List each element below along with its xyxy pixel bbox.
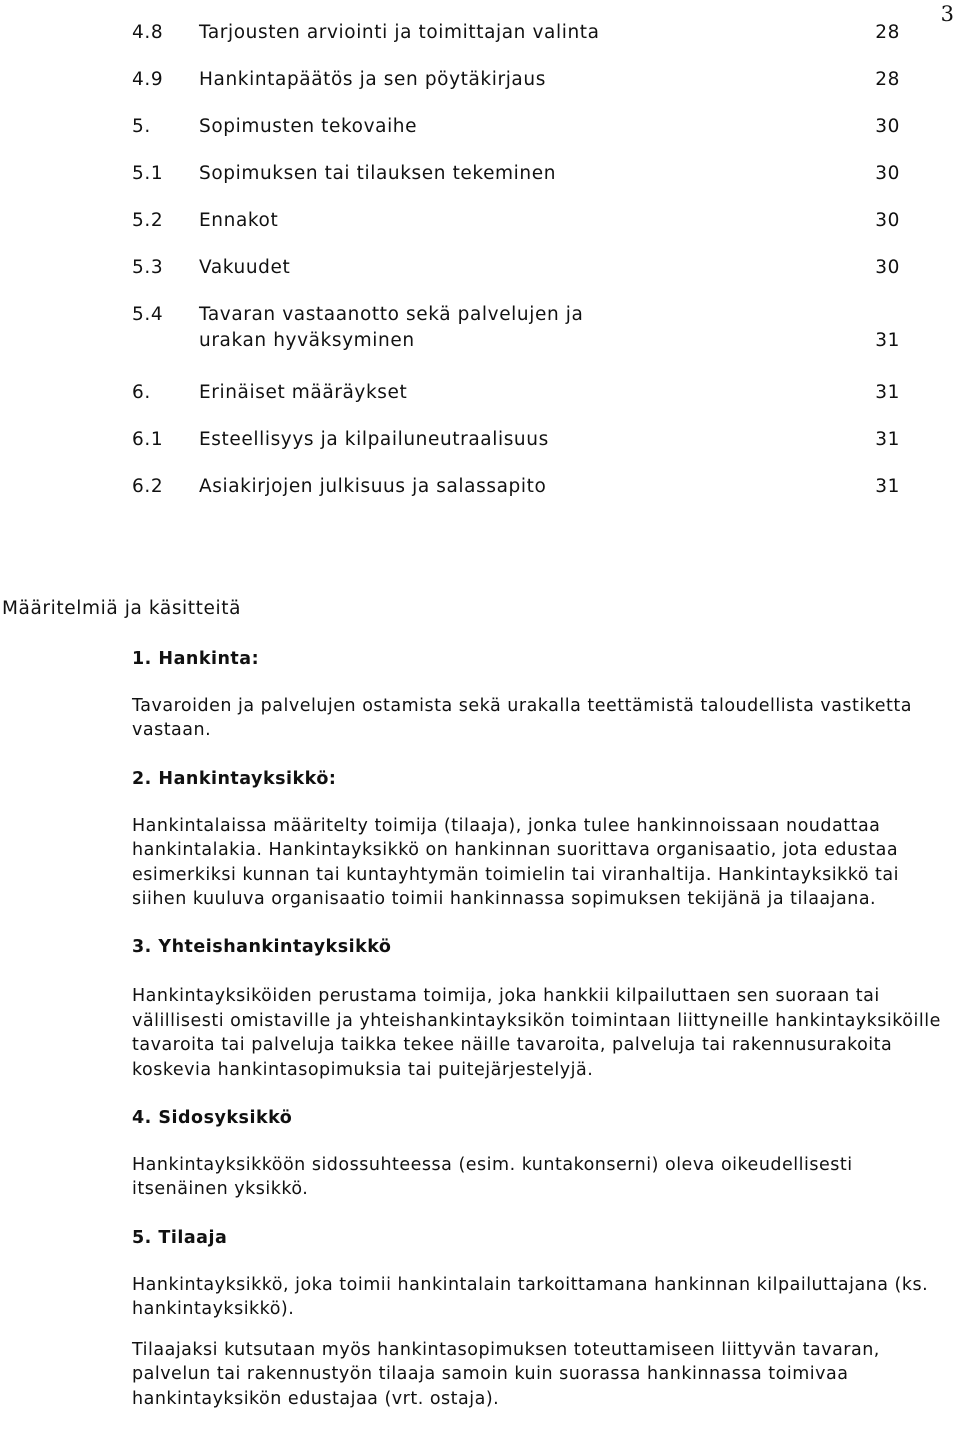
- toc-entry: [132, 20, 902, 46]
- toc-entry-page: 28: [875, 22, 900, 43]
- toc-entry-number: 5.2: [132, 210, 164, 231]
- definition-item: [132, 1225, 947, 1411]
- toc-entry-number: 6.2: [132, 476, 164, 497]
- definition-title: 1. Hankinta:: [132, 649, 260, 669]
- definition-text: Hankintayksikkö, joka toimii hankintalain tarkoittamana hankinnan kilpailuttajana (ks. hankintayksikkö).: [132, 1274, 929, 1320]
- definition-title: 4. Sidosyksikkö: [132, 1108, 293, 1129]
- toc-entry-number: 5.4: [132, 304, 164, 325]
- table-of-contents: [132, 20, 902, 521]
- toc-entry-number: 5.: [132, 116, 151, 137]
- toc-entry-title: Sopimuksen tai tilauksen tekeminen: [199, 163, 557, 184]
- toc-entry-page: 30: [875, 116, 900, 137]
- toc-entry-page: 31: [875, 429, 900, 450]
- toc-entry-title: Vakuudet: [199, 257, 291, 278]
- toc-entry-title: Hankintapäätös ja sen pöytäkirjaus: [199, 69, 546, 90]
- toc-entry-number: 6.: [132, 382, 151, 403]
- toc-entry-title: Sopimusten tekovaihe: [199, 116, 418, 137]
- definition-item: [132, 646, 947, 743]
- toc-entry-page: 28: [875, 69, 900, 90]
- toc-entry: [132, 161, 902, 187]
- definition-title: 2. Hankintayksikkö:: [132, 768, 337, 789]
- toc-entry-title: Erinäiset määräykset: [199, 382, 408, 403]
- definition-text: Hankintayksiköiden perustama toimija, joka hankkii kilpailuttaen sen suoraan tai välillisesti omistaville ja yhteishankintayksikön toimintaan liittyneille hankintayksiköille tavaroita tai palveluja taikka tekee näille tavaroita, palveluja tai rakennusurakoita koskevia hankintasopimuksia tai puitejärjestelyjä.: [132, 986, 941, 1080]
- toc-entry-title: Asiakirjojen julkisuus ja salassapito: [199, 476, 547, 497]
- toc-entry-number: 4.9: [132, 69, 164, 90]
- toc-entry-page: 31: [875, 330, 900, 351]
- toc-entry: [132, 208, 902, 234]
- toc-entry: [132, 427, 902, 453]
- definitions-list: [132, 646, 947, 1411]
- toc-entry: [132, 380, 902, 406]
- toc-entry-title: Tarjousten arviointi ja toimittajan valinta: [199, 22, 600, 43]
- toc-entry-page: 30: [875, 163, 900, 184]
- definition-text: Hankintalaissa määritelty toimija (tilaaja), jonka tulee hankinnoissaan noudattaa hankintalakia. Hankintayksikkö on hankinnan suorittava organisaatio, jota edustaa esimerkiksi kunnan tai kuntayhtymän toimielin tai viranhaltija. Hankintayksikkö tai siihen kuuluva organisaatio toimii hankinnassa sopimuksen tekijänä ja tilaajana.: [132, 815, 899, 910]
- toc-entry-page: 31: [875, 382, 900, 403]
- toc-entry-page: 30: [875, 210, 900, 231]
- definition-text: Tilaajaksi kutsutaan myös hankintasopimuksen toteuttamiseen liittyvän tavaran, palvelun tai rakennustyön tilaaja samoin kuin suorassa hankinnassa toimivaa hankintayksikön edustajaa (vrt. ostaja).: [132, 1339, 880, 1409]
- definition-text: Tavaroiden ja palvelujen ostamista sekä urakalla teettämistä taloudellista vastiketta vastaan.: [132, 696, 912, 741]
- definition-item: [132, 934, 947, 1082]
- toc-entry-number: 5.1: [132, 163, 164, 184]
- toc-entry-title: Ennakot: [199, 210, 279, 231]
- definition-text: Hankintayksikköön sidossuhteessa (esim. kuntakonserni) oleva oikeudellisesti itsenäinen yksikkö.: [132, 1155, 853, 1200]
- toc-entry: [132, 474, 902, 500]
- toc-entry: [132, 255, 902, 281]
- toc-entry: [132, 67, 902, 93]
- definition-item: [132, 1105, 947, 1202]
- definition-title: 5. Tilaaja: [132, 1227, 228, 1248]
- toc-entry-number: 6.1: [132, 429, 164, 450]
- definitions-heading: Määritelmiä ja käsitteitä: [2, 598, 242, 619]
- definition-title: 3. Yhteishankintayksikkö: [132, 937, 392, 958]
- toc-entry-page: 31: [875, 476, 900, 497]
- toc-entry-title: Esteellisyys ja kilpailuneutraalisuus: [199, 429, 549, 450]
- toc-entry-page: 30: [875, 257, 900, 278]
- toc-entry-title: Tavaran vastaanotto sekä palvelujen ja urakan hyväksyminen: [199, 304, 584, 351]
- page-number: 3: [940, 2, 954, 26]
- toc-entry-number: 4.8: [132, 22, 164, 43]
- definition-item: [132, 766, 947, 912]
- toc-entry: [132, 114, 902, 140]
- toc-entry-number: 5.3: [132, 257, 164, 278]
- toc-entry: [132, 302, 902, 354]
